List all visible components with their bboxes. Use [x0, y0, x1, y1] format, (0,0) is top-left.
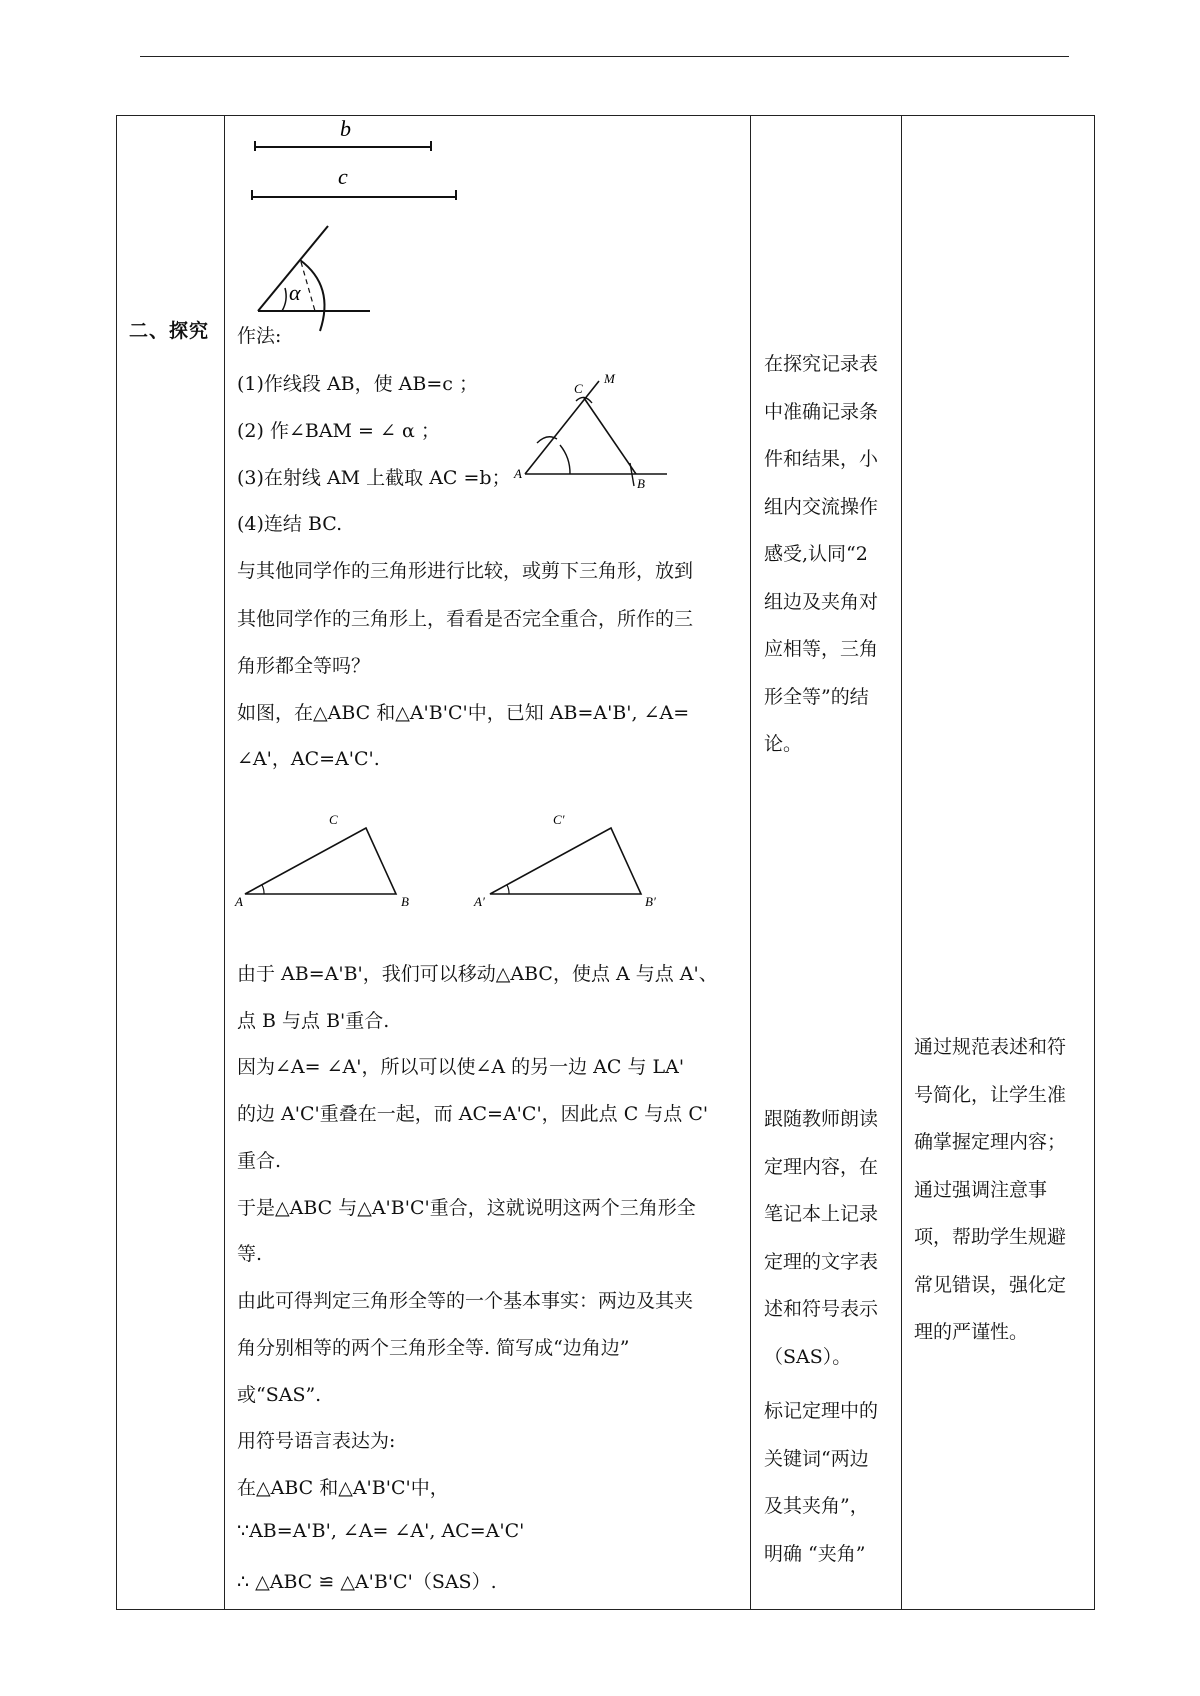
triangle1-label-a: A [235, 894, 243, 909]
student-line: 件和结果，小 [764, 448, 879, 470]
triangle2-label-a: A′ [474, 894, 485, 909]
method-title: 作法: [237, 325, 282, 347]
given-line-1: 如图，在△ABC 和△A'B'C'中，已知 AB=A'B', ∠A= [237, 702, 690, 724]
header-rule [140, 56, 1069, 57]
given-line-2: ∠A'，AC=A'C'. [237, 748, 380, 770]
intent-line: 通过强调注意事 [914, 1178, 1048, 1201]
intent-line: 号简化，让学生准 [914, 1083, 1067, 1106]
fact-line-3: 或“SAS”. [237, 1384, 322, 1406]
col-divider [750, 116, 751, 1609]
construction-label-b: B [637, 476, 645, 491]
construction-label-a: A [514, 466, 522, 481]
intent-line: 常见错误，强化定 [914, 1273, 1067, 1296]
student-line: 关键词“两边 [764, 1447, 869, 1470]
student-line: 标记定理中的 [764, 1400, 879, 1422]
because-line-2: 的边 A'C'重叠在一起，而 AC=A'C'，因此点 C 与点 C' [237, 1103, 709, 1125]
step-3: (3)在射线 AM 上截取 AC =b； [237, 467, 511, 489]
student-line: 形全等”的结 [764, 685, 869, 708]
student-line: 明确 “夹角” [764, 1542, 866, 1565]
intent-line: 通过规范表述和符 [914, 1036, 1067, 1058]
angle-alpha [258, 226, 370, 331]
construction-label-c: C [574, 381, 583, 396]
student-line: 组边及夹角对 [764, 590, 879, 613]
segment-b-label: b [340, 116, 351, 141]
given-figures [225, 116, 750, 406]
step-4: (4)连结 BC. [237, 513, 343, 535]
lesson-table [116, 115, 1095, 1610]
student-line: 定理内容，在 [764, 1155, 879, 1178]
intent-line: 理的严谨性。 [914, 1321, 1029, 1343]
student-line: 感受,认同“2 [764, 543, 868, 565]
student-line: 定理的文字表 [764, 1250, 879, 1273]
symbol-line-1: 在△ABC 和△A'B'C'中， [237, 1477, 449, 1499]
triangle2-label-c: C′ [553, 812, 565, 827]
student-line: 论。 [764, 733, 803, 755]
compare-line-2: 其他同学作的三角形上，看看是否完全重合，所作的三 [237, 608, 694, 630]
symbol-line-3: ∴ △ABC ≌ △A'B'C'（SAS）. [237, 1571, 497, 1593]
student-line: 中准确记录条 [764, 400, 879, 423]
compare-line-1: 与其他同学作的三角形进行比较，或剪下三角形，放到 [237, 560, 694, 582]
symbol-line-2: ∵AB=A'B', ∠A= ∠A', AC=A'C' [237, 1520, 525, 1542]
student-block-1 [764, 341, 894, 769]
stage-label: 二、探究 [129, 320, 210, 342]
student-block-3 [764, 1388, 894, 1578]
student-block-2 [764, 1096, 894, 1381]
intent-line: 项，帮助学生规避 [914, 1226, 1067, 1248]
fact-line-1: 由此可得判定三角形全等的一个基本事实：两边及其夹 [237, 1290, 694, 1312]
student-line: 及其夹角”， [764, 1495, 869, 1517]
fact-line-2: 角分别相等的两个三角形全等. 简写成“边角边” [237, 1337, 630, 1359]
triangle-a1b1c1 [473, 812, 656, 909]
segment-b [255, 116, 431, 151]
student-line: 在探究记录表 [764, 353, 879, 375]
step-2: (2) 作∠BAM = ∠ α ； [237, 420, 440, 442]
step-1: (1)作线段 AB，使 AB=c ； [237, 373, 478, 395]
triangle-abc [234, 812, 409, 909]
student-line: 应相等，三角 [764, 638, 879, 660]
col-divider [901, 116, 902, 1609]
student-line: 述和符号表示 [764, 1298, 879, 1320]
intent-block-1 [914, 1024, 1089, 1357]
triangle2-label-b: B′ [645, 894, 656, 909]
triangle1-label-c: C [329, 812, 338, 827]
student-line: （SAS）。 [764, 1345, 852, 1368]
segment-c [252, 164, 456, 200]
angle-alpha-label: α [289, 280, 301, 305]
so-line-1: 于是△ABC 与△A'B'C'重合，这就说明这两个三角形全 [237, 1197, 696, 1219]
triangle1-label-b: B [401, 894, 409, 909]
intent-line: 确掌握定理内容； [914, 1131, 1067, 1153]
student-line: 笔记本上记录 [764, 1203, 879, 1225]
student-line: 跟随教师朗读 [764, 1108, 879, 1130]
student-line: 组内交流操作 [764, 495, 879, 518]
construction-figure [512, 371, 682, 501]
symbol-title: 用符号语言表达为: [237, 1430, 396, 1452]
because-line-1: 因为∠A= ∠A'，所以可以使∠A 的另一边 AC 与 LA' [237, 1056, 685, 1078]
segment-c-label: c [338, 164, 348, 189]
triangles-figure [225, 806, 750, 926]
move-line-1: 由于 AB=A'B'，我们可以移动△ABC，使点 A 与点 A'、 [237, 963, 718, 985]
because-line-3: 重合. [237, 1150, 282, 1172]
so-line-2: 等. [237, 1243, 263, 1265]
move-line-2: 点 B 与点 B'重合. [237, 1010, 390, 1032]
compare-line-3: 角形都全等吗？ [237, 655, 371, 677]
construction-label-m: M [604, 371, 615, 386]
